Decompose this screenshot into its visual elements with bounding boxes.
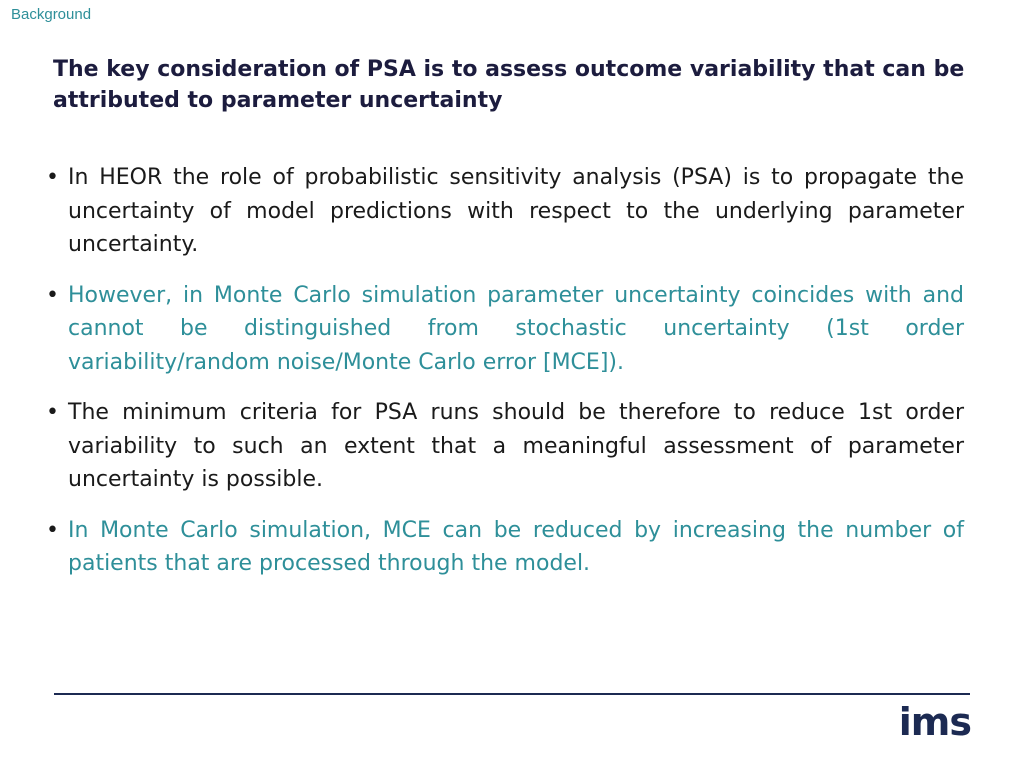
ims-logo: ims [898, 700, 971, 744]
bullet-dot-icon: • [46, 517, 59, 543]
bullet-text: The minimum criteria for PSA runs should be therefore to reduce 1st order variability to such an extent that a meaningful assessment of parameter uncertainty is possible. [68, 400, 964, 492]
bullet-list [46, 161, 964, 598]
section-label: Background [11, 6, 92, 23]
bullet-text: In HEOR the role of probabilistic sensitivity analysis (PSA) is to propagate the uncertainty of model predictions with respect to the underlying parameter uncertainty. [68, 165, 964, 257]
bullet-item [46, 279, 964, 380]
bullet-text: In Monte Carlo simulation, MCE can be reduced by increasing the number of patients that are processed through the model. [68, 517, 964, 576]
bullet-dot-icon: • [46, 282, 59, 308]
slide-title: The key consideration of PSA is to assess outcome variability that can be attributed to parameter uncertainty [53, 57, 965, 113]
bullet-dot-icon: • [46, 165, 59, 190]
bullet-text: However, in Monte Carlo simulation parameter uncertainty coincides with and cannot be distinguished from stochastic uncertainty (1st order variability/random noise/Monte Carlo error [MCE]). [68, 282, 964, 375]
bullet-item [46, 161, 964, 262]
footer-divider [54, 693, 970, 695]
bullet-item [46, 514, 964, 581]
bullet-dot-icon: • [46, 400, 59, 425]
bullet-item [46, 396, 964, 497]
